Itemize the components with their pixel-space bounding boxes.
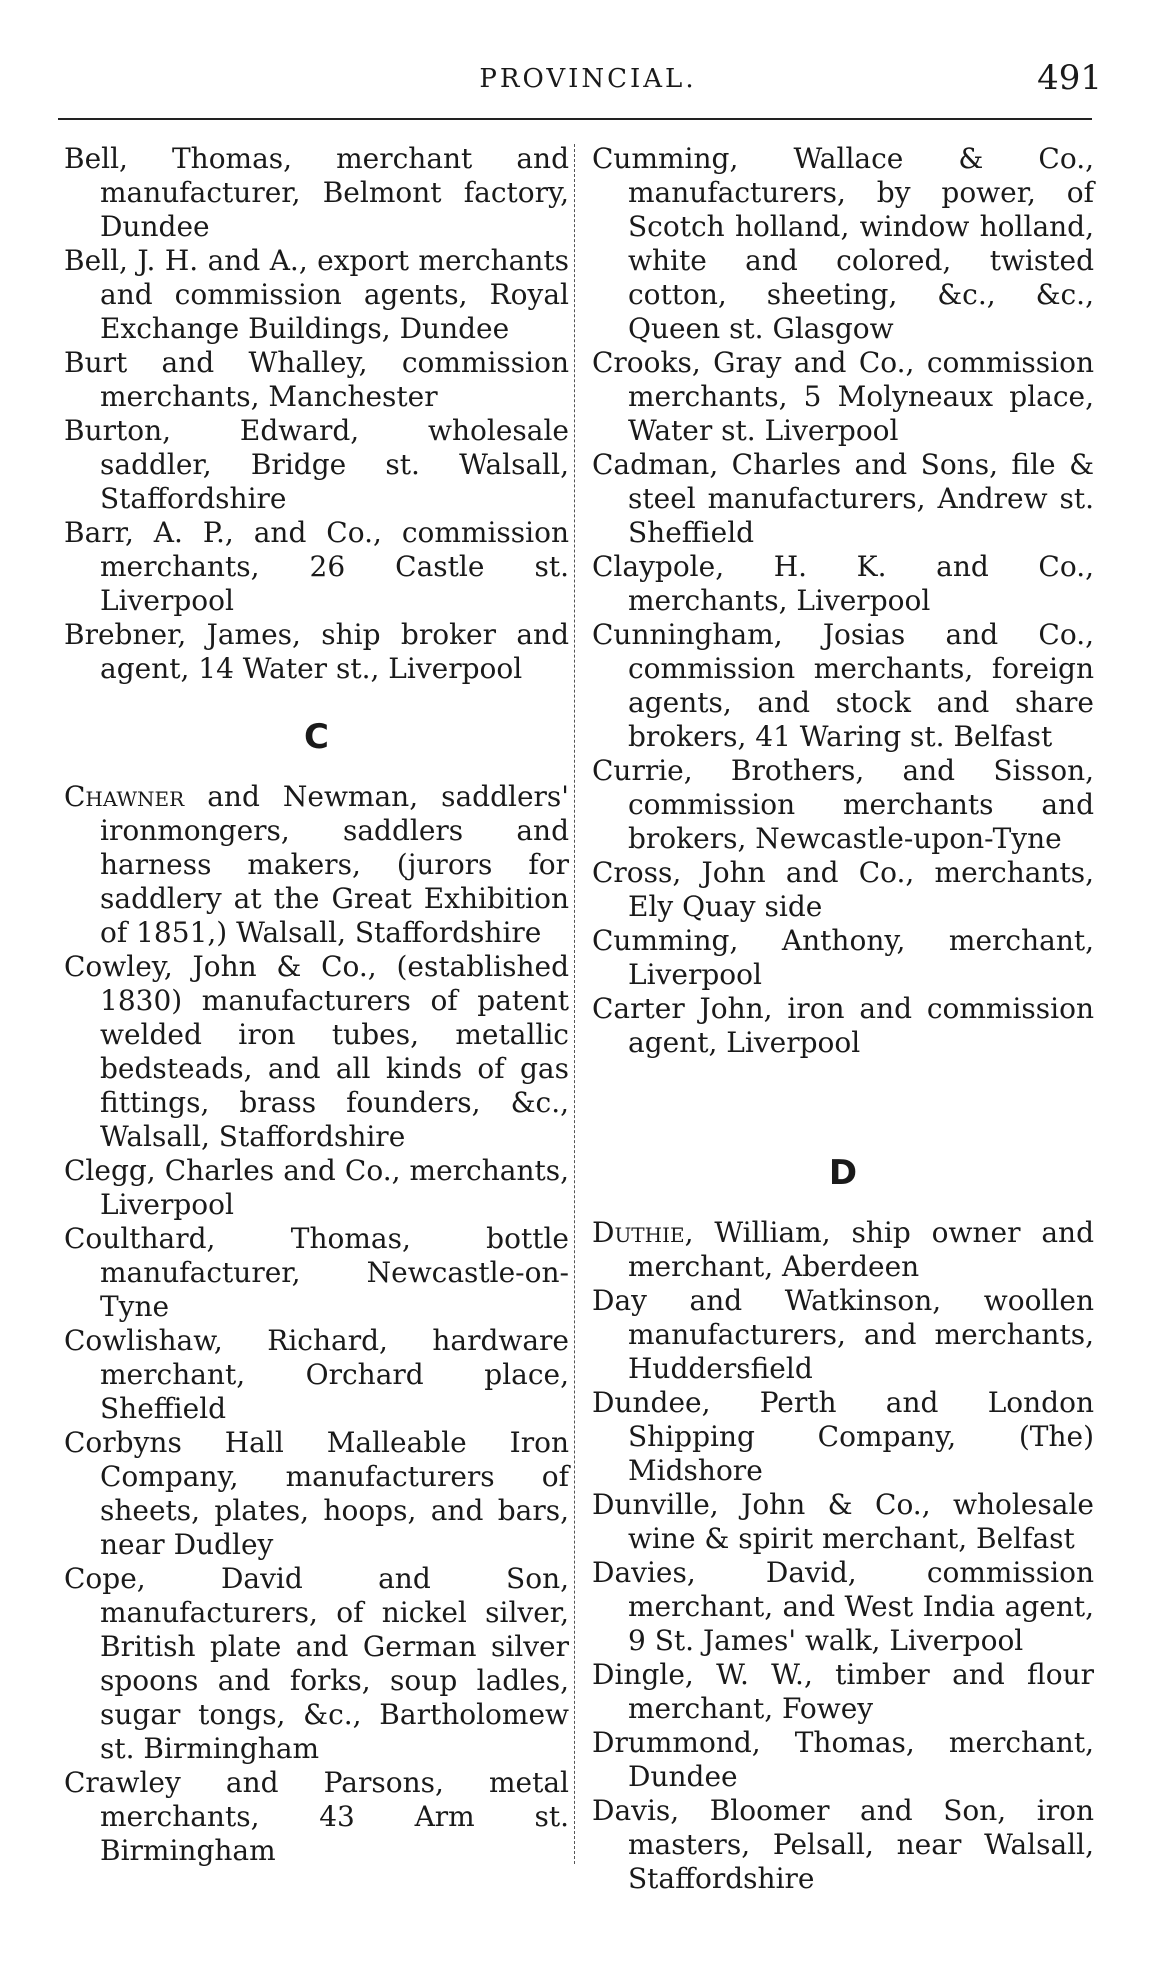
directory-entry: Bell, Thomas, merchant and manufacturer, Belmont factory, Dundee [64, 142, 569, 243]
directory-entry: Cumming, Wallace & Co., manufacturers, by power, of Scotch holland, window holland, white and colored, twisted cotton, sheeting, &c., &c., Queen st. Glasgow [592, 142, 1094, 345]
directory-entry: Burt and Whalley, commission merchants, Manchester [64, 346, 569, 413]
directory-entry: Cumming, Anthony, merchant, Liverpool [592, 924, 1094, 991]
entry-name-caps: Chawner [64, 780, 185, 813]
directory-entry: Carter John, iron and commission agent, Liverpool [592, 992, 1094, 1059]
entry-text: and Newman, saddlers' ironmongers, saddlers and harness makers, (jurors for saddlery at the Great Exhibition of 1851,) Walsall, Staffordshire [100, 780, 569, 949]
directory-entry: Davis, Bloomer and Son, iron masters, Pelsall, near Walsall, Staffordshire [592, 1794, 1094, 1895]
directory-entry [592, 1216, 1094, 1284]
directory-entry: Cross, John and Co., merchants, Ely Quay side [592, 856, 1094, 923]
column-divider [574, 144, 575, 1864]
section-heading-c: C [304, 717, 329, 757]
directory-entry: Claypole, H. K. and Co., merchants, Liverpool [592, 550, 1094, 617]
directory-entry: Cadman, Charles and Sons, file & steel manufacturers, Andrew st. Sheffield [592, 448, 1094, 549]
directory-entry: Barr, A. P., and Co., commission merchants, 26 Castle st. Liverpool [64, 516, 569, 617]
directory-entry: Cowley, John & Co., (established 1830) manufacturers of patent welded iron tubes, metallic bedsteads, and all kinds of gas fittings, brass founders, &c., Walsall, Staffordshire [64, 950, 569, 1153]
section-spacer [592, 1060, 1094, 1122]
directory-entry: Currie, Brothers, and Sisson, commission merchants and brokers, Newcastle-upon-Tyne [592, 754, 1094, 855]
directory-entry: Dundee, Perth and London Shipping Company, (The) Midshore [592, 1386, 1094, 1487]
directory-entry: Bell, J. H. and A., export merchants and commission agents, Royal Exchange Buildings, Dundee [64, 244, 569, 345]
left-column [64, 142, 569, 1868]
directory-entry: Brebner, James, ship broker and agent, 14 Water st., Liverpool [64, 618, 569, 685]
directory-entry: Burton, Edward, wholesale saddler, Bridge st. Walsall, Staffordshire [64, 414, 569, 515]
directory-entry: Cowlishaw, Richard, hardware merchant, Orchard place, Sheffield [64, 1324, 569, 1425]
page-number: 491 [1037, 58, 1102, 98]
directory-entry [64, 780, 569, 950]
directory-entry: Corbyns Hall Malleable Iron Company, manufacturers of sheets, plates, hoops, and bars, near Dudley [64, 1426, 569, 1561]
running-head: PROVINCIAL. [479, 64, 697, 94]
directory-entry: Drummond, Thomas, merchant, Dundee [592, 1726, 1094, 1793]
directory-entry: Coulthard, Thomas, bottle manufacturer, Newcastle-on-Tyne [64, 1222, 569, 1323]
entry-text: , William, ship owner and merchant, Aberdeen [628, 1216, 1094, 1283]
directory-entry: Day and Watkinson, woollen manufacturers, and merchants, Huddersfield [592, 1284, 1094, 1385]
directory-entry: Dunville, John & Co., wholesale wine & spirit merchant, Belfast [592, 1488, 1094, 1555]
entry-name-caps: Duthie [592, 1216, 685, 1249]
directory-entry: Clegg, Charles and Co., merchants, Liverpool [64, 1154, 569, 1221]
header-rule [58, 118, 1092, 120]
directory-entry: Cunningham, Josias and Co., commission merchants, foreign agents, and stock and share brokers, 41 Waring st. Belfast [592, 618, 1094, 753]
directory-entry: Davies, David, commission merchant, and West India agent, 9 St. James' walk, Liverpool [592, 1556, 1094, 1657]
directory-entry: Cope, David and Son, manufacturers, of nickel silver, British plate and German silver spoons and forks, soup ladles, sugar tongs, &c., Bartholomew st. Birmingham [64, 1562, 569, 1765]
right-column [592, 142, 1094, 1896]
directory-entry: Dingle, W. W., timber and flour merchant, Fowey [592, 1658, 1094, 1725]
directory-entry: Crawley and Parsons, metal merchants, 43 Arm st. Birmingham [64, 1766, 569, 1867]
section-heading-d: D [828, 1153, 858, 1193]
page-header [70, 58, 1106, 114]
directory-entry: Crooks, Gray and Co., commission merchants, 5 Molyneaux place, Water st. Liverpool [592, 346, 1094, 447]
